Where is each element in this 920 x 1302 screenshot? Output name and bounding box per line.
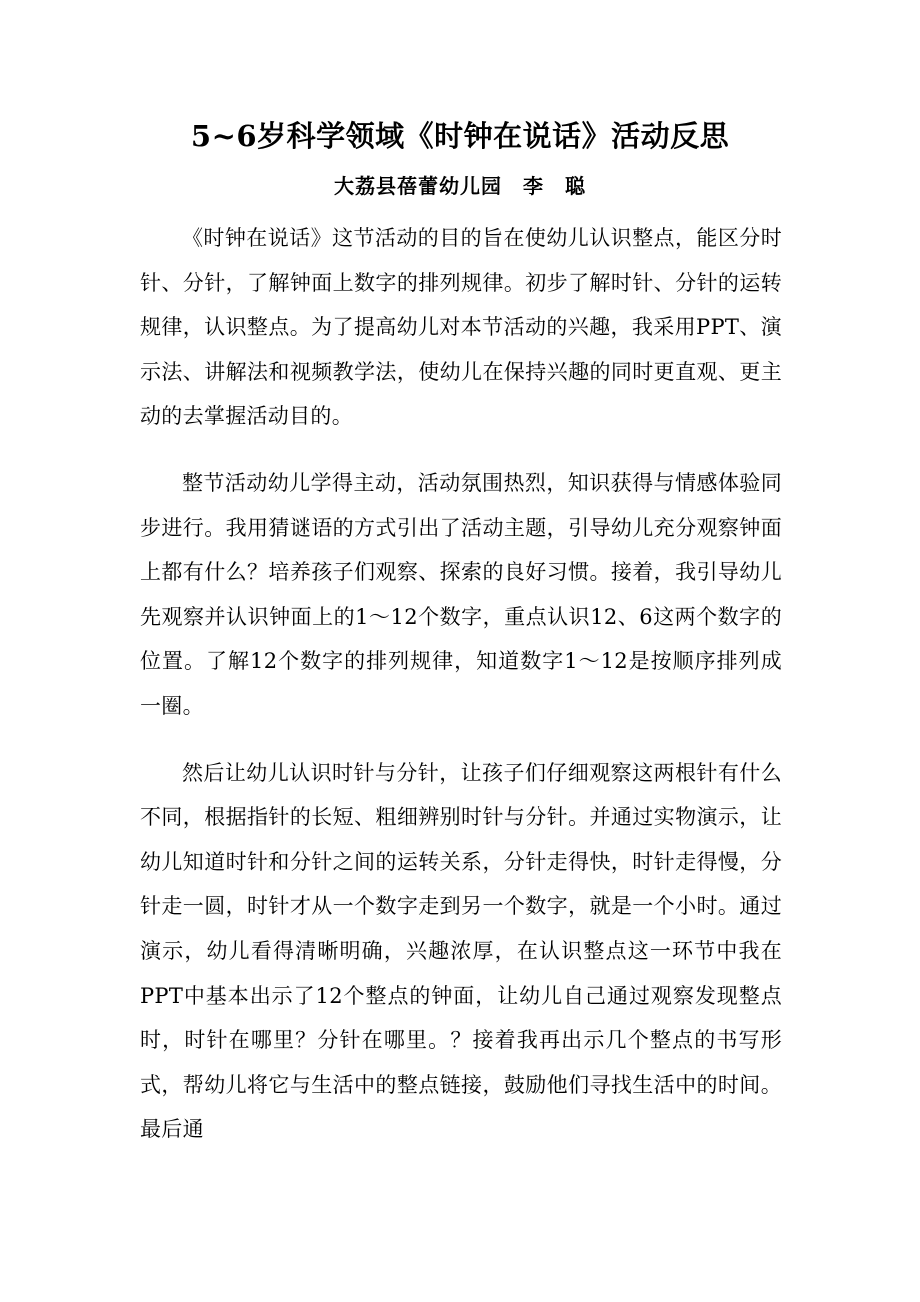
paragraph-1: 《时钟在说话》这节活动的目的旨在使幼儿认识整点，能区分时针、分针，了解钟面上数字的排列规律。初步了解时针、分针的运转规律，认识整点。为了提高幼儿对本节活动的兴趣，我采用PPT、演示法、讲解法和视频教学法，使幼儿在保持兴趣的同时更直观、更主动的去掌握活动目的。 xyxy=(140,226,782,429)
paragraph-3: 然后让幼儿认识时针与分针，让孩子们仔细观察这两根针有什么不同，根据指针的长短、粗细辨别时针与分针。并通过实物演示，让幼儿知道时针和分针之间的运转关系，分针走得快，时针走得慢，分针走一圆，时针才从一个数字走到另一个数字，就是一个小时。通过演示，幼儿看得清晰明确，兴趣浓厚，在认识整点这一环节中我在PPT中基本出示了12个整点的钟面，让幼儿自己通过观察发现整点时，时针在哪里？分针在哪里。？接着我再出示几个整点的书写形式，帮幼儿将它与生活中的整点链接，鼓励他们寻找生活中的时间。最后通 xyxy=(140,760,782,1142)
paragraph-2: 整节活动幼儿学得主动，活动氛围热烈，知识获得与情感体验同步进行。我用猜谜语的方式引出了活动主题，引导幼儿充分观察钟面上都有什么？培养孩子们观察、探索的良好习惯。接着，我引导幼儿先观察并认识钟面上的1～12个数字，重点认识12、6这两个数字的位置。了解12个数字的排列规律，知道数字1～12是按顺序排列成一圈。 xyxy=(140,470,782,718)
author-line: 大荔县蓓蕾幼儿园 李 聪 xyxy=(334,174,586,198)
document-title: 5~6岁科学领域《时钟在说话》活动反思 xyxy=(190,119,730,153)
document-body xyxy=(140,216,782,1152)
